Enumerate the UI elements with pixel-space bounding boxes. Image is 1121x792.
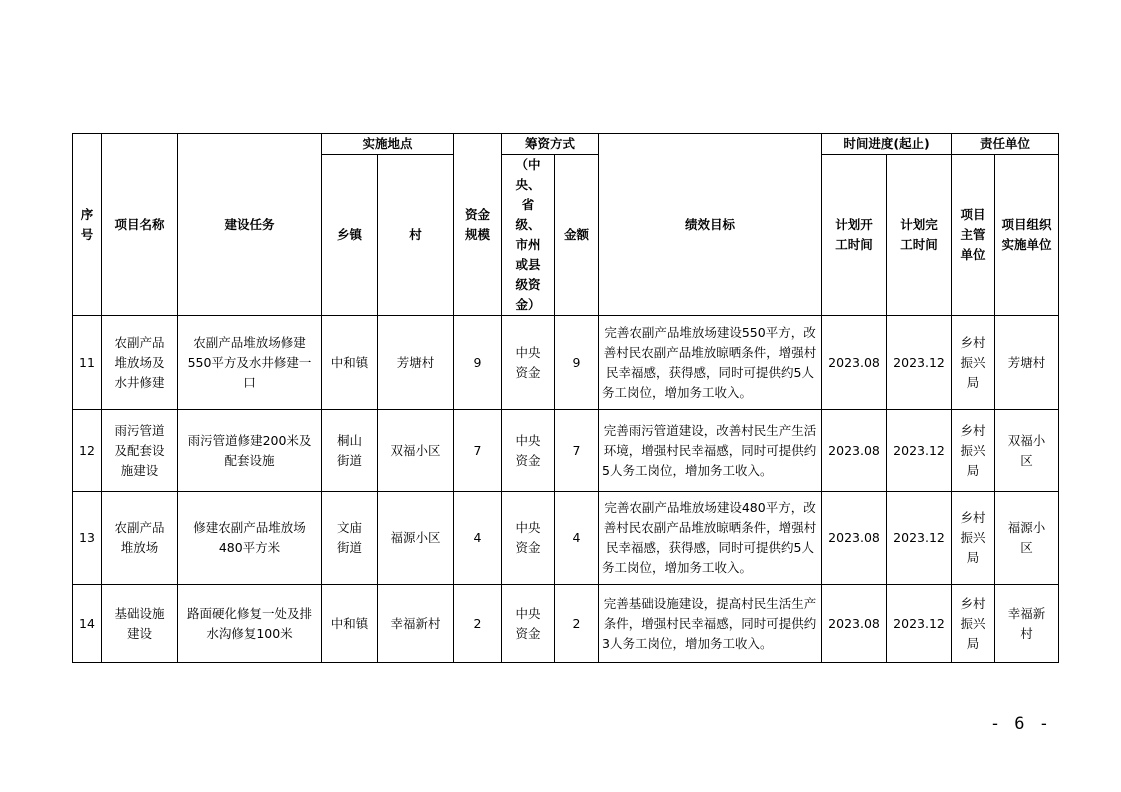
header-end: 计划完工时间 (887, 155, 952, 316)
cell-scale: 4 (454, 492, 502, 585)
header-org: 项目组织实施单位 (995, 155, 1059, 316)
cell-end: 2023.12 (887, 492, 952, 585)
cell-task: 修建农副产品堆放场480平方米 (178, 492, 322, 585)
cell-goal: 完善雨污管道建设，改善村民生产生活环境，增强村民幸福感，同时可提供约5人务工岗位，增加务工收入。 (599, 410, 822, 492)
cell-start: 2023.08 (822, 492, 887, 585)
cell-amount: 2 (555, 585, 599, 663)
page-number: - 6 - (989, 714, 1051, 734)
cell-org: 双福小区 (995, 410, 1059, 492)
cell-seq: 12 (73, 410, 102, 492)
cell-town: 中和镇 (322, 316, 378, 410)
cell-org: 福源小区 (995, 492, 1059, 585)
cell-town: 中和镇 (322, 585, 378, 663)
cell-source: 中央资金 (502, 492, 555, 585)
header-source: （中央、省级、市州或县级资金） (502, 155, 555, 316)
header-dept: 项目主管单位 (952, 155, 995, 316)
cell-task: 路面硬化修复一处及排水沟修复100米 (178, 585, 322, 663)
cell-start: 2023.08 (822, 316, 887, 410)
table-row (73, 316, 1059, 410)
cell-dept: 乡村振兴局 (952, 585, 995, 663)
cell-org: 芳塘村 (995, 316, 1059, 410)
cell-scale: 7 (454, 410, 502, 492)
cell-seq: 13 (73, 492, 102, 585)
cell-start: 2023.08 (822, 585, 887, 663)
cell-name: 农副产品堆放场 (102, 492, 178, 585)
cell-amount: 7 (555, 410, 599, 492)
table-row (73, 410, 1059, 492)
cell-name: 农副产品堆放场及水井修建 (102, 316, 178, 410)
cell-amount: 4 (555, 492, 599, 585)
cell-source: 中央资金 (502, 410, 555, 492)
cell-goal: 完善基础设施建设，提高村民生活生产条件，增强村民幸福感，同时可提供约3人务工岗位，增加务工收入。 (599, 585, 822, 663)
header-seq: 序号 (73, 134, 102, 316)
cell-seq: 14 (73, 585, 102, 663)
cell-village: 福源小区 (378, 492, 454, 585)
header-start: 计划开工时间 (822, 155, 887, 316)
cell-scale: 2 (454, 585, 502, 663)
header-village: 村 (378, 155, 454, 316)
cell-village: 芳塘村 (378, 316, 454, 410)
cell-amount: 9 (555, 316, 599, 410)
cell-town: 桐山街道 (322, 410, 378, 492)
cell-town: 文庙街道 (322, 492, 378, 585)
cell-goal: 完善农副产品堆放场建设550平方，改善村民农副产品堆放晾晒条件，增强村民幸福感，获得感，同时可提供约5人务工岗位，增加务工收入。 (599, 316, 822, 410)
header-row-1 (73, 134, 1059, 155)
cell-task: 农副产品堆放场修建550平方及水井修建一口 (178, 316, 322, 410)
cell-end: 2023.12 (887, 316, 952, 410)
header-amount: 金额 (555, 155, 599, 316)
cell-village: 双福小区 (378, 410, 454, 492)
cell-dept: 乡村振兴局 (952, 316, 995, 410)
cell-name: 基础设施建设 (102, 585, 178, 663)
table-row (73, 585, 1059, 663)
project-table (72, 133, 1059, 663)
cell-end: 2023.12 (887, 585, 952, 663)
header-scale: 资金规模 (454, 134, 502, 316)
header-name: 项目名称 (102, 134, 178, 316)
cell-name: 雨污管道及配套设施建设 (102, 410, 178, 492)
cell-scale: 9 (454, 316, 502, 410)
cell-dept: 乡村振兴局 (952, 410, 995, 492)
cell-seq: 11 (73, 316, 102, 410)
cell-org: 幸福新村 (995, 585, 1059, 663)
cell-dept: 乡村振兴局 (952, 492, 995, 585)
cell-source: 中央资金 (502, 585, 555, 663)
header-site: 实施地点 (322, 134, 454, 155)
cell-start: 2023.08 (822, 410, 887, 492)
table-row (73, 492, 1059, 585)
header-town: 乡镇 (322, 155, 378, 316)
cell-goal: 完善农副产品堆放场建设480平方，改善村民农副产品堆放晾晒条件，增强村民幸福感，获得感，同时可提供约5人务工岗位，增加务工收入。 (599, 492, 822, 585)
cell-task: 雨污管道修建200米及配套设施 (178, 410, 322, 492)
header-task: 建设任务 (178, 134, 322, 316)
cell-source: 中央资金 (502, 316, 555, 410)
header-funding: 筹资方式 (502, 134, 599, 155)
cell-end: 2023.12 (887, 410, 952, 492)
header-schedule: 时间进度(起止) (822, 134, 952, 155)
cell-village: 幸福新村 (378, 585, 454, 663)
header-responsible: 责任单位 (952, 134, 1059, 155)
header-goal: 绩效目标 (599, 134, 822, 316)
